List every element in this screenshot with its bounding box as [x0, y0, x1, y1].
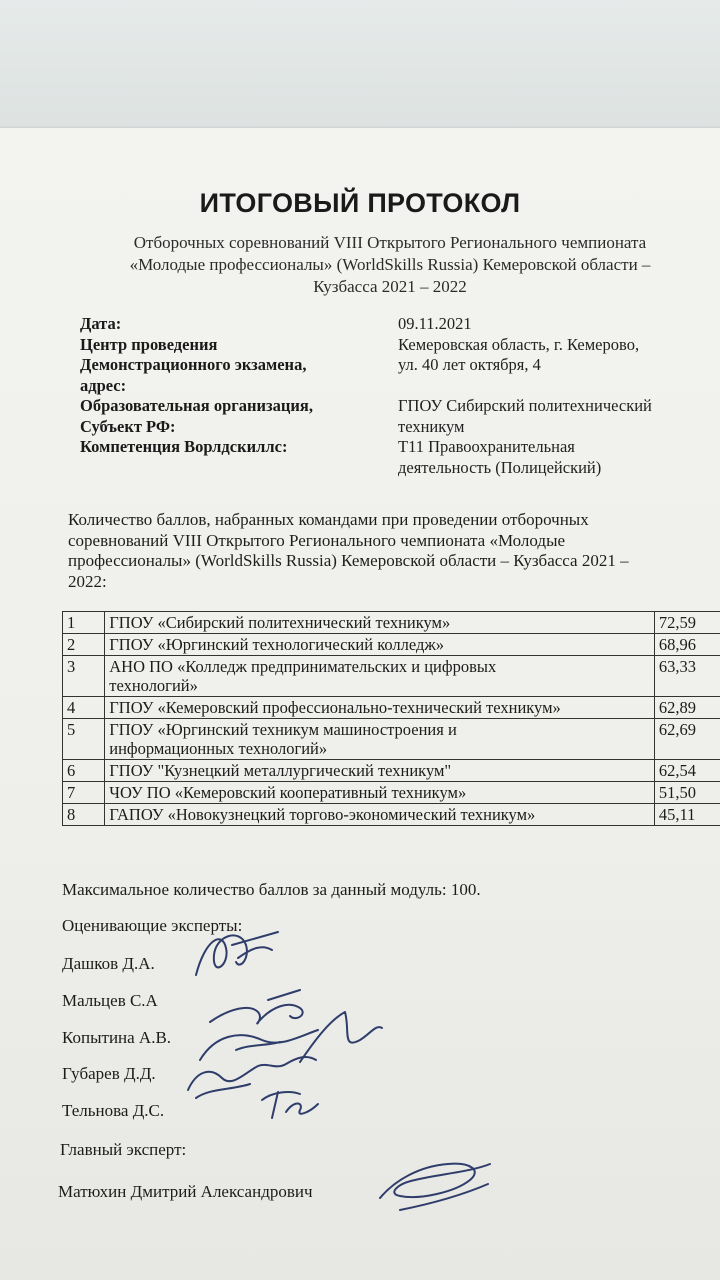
info-value — [398, 335, 698, 397]
chief-expert-label: Главный эксперт: — [60, 1140, 187, 1159]
team-name-line: ГАПОУ «Новокузнецкий торгово-экономический техникум» — [109, 805, 536, 824]
team-name-line: ГПОУ «Сибирский политехнический техникум» — [109, 613, 451, 632]
team-cell — [105, 804, 655, 826]
value-line: Кемеровская область, г. Кемерово, — [398, 334, 640, 354]
rank-cell: 7 — [63, 782, 105, 804]
table-row — [63, 697, 720, 719]
label-line: адрес: — [80, 375, 127, 395]
expert-name: Мальцев С.А — [62, 991, 158, 1010]
info-row-organization — [80, 396, 700, 437]
team-cell — [105, 782, 655, 804]
team-name-line: ЧОУ ПО «Кемеровский кооперативный техникум» — [109, 783, 467, 802]
team-name-line: ГПОУ «Кемеровский профессионально-технический техникум» — [109, 698, 561, 717]
experts-label: Оценивающие эксперты: — [62, 916, 243, 935]
expert-name: Губарев Д.Д. — [62, 1064, 156, 1083]
results-table — [62, 611, 720, 826]
rank-cell: 4 — [63, 697, 105, 719]
info-value — [398, 437, 698, 478]
team-name-line: информационных технологий» — [109, 739, 328, 758]
rank-cell: 1 — [63, 612, 105, 634]
info-row-competence — [80, 437, 700, 478]
info-label — [80, 396, 398, 437]
paragraph-line: 2022: — [68, 571, 107, 591]
rank-cell: 6 — [63, 760, 105, 782]
team-name-line: ГПОУ "Кузнецкий металлургический техникум" — [109, 761, 452, 780]
team-name-line: ГПОУ «Юргинский технологический колледж» — [109, 635, 445, 654]
info-label — [80, 335, 398, 397]
score-cell: 63,33 — [654, 656, 720, 697]
subtitle-line: Кузбасса 2021 – 2022 — [313, 277, 467, 296]
label-line: Компетенция Ворлдскиллс: — [80, 437, 288, 456]
team-cell — [105, 656, 655, 697]
table-row — [63, 782, 720, 804]
paragraph-line: профессионалы» (WorldSkills Russia) Кемеровской области – Кузбасса 2021 – — [68, 551, 629, 570]
info-label — [80, 437, 398, 478]
label-line: Образовательная организация, — [80, 396, 313, 415]
value-line: Т11 Правоохранительная — [398, 437, 575, 456]
rank-cell: 5 — [63, 719, 105, 760]
info-label — [80, 314, 398, 335]
document-subtitle — [90, 232, 690, 298]
info-block — [80, 314, 700, 478]
paragraph-line: Количество баллов, набранных командами при проведении отборочных — [68, 510, 589, 529]
value-line: ул. 40 лет октября, 4 — [398, 355, 541, 374]
intro-paragraph — [68, 510, 716, 592]
label-line: Дата: — [80, 314, 122, 333]
rank-cell: 2 — [63, 634, 105, 656]
team-name-line: технологий» — [109, 676, 198, 695]
value-line: техникум — [398, 416, 465, 436]
team-cell — [105, 719, 655, 760]
table-row — [63, 760, 720, 782]
value-line: деятельность (Полицейский) — [398, 457, 602, 477]
subtitle-line: Отборочных соревнований VIII Открытого Регионального чемпионата — [133, 233, 647, 252]
label-line: Субъект РФ: — [80, 416, 176, 436]
info-row-center — [80, 335, 700, 397]
team-cell — [105, 697, 655, 719]
chief-expert-name: Матюхин Дмитрий Александрович — [58, 1182, 313, 1201]
rank-cell: 3 — [63, 656, 105, 697]
team-cell — [105, 612, 655, 634]
score-cell: 62,54 — [654, 760, 720, 782]
info-value — [398, 396, 698, 437]
table-row — [63, 719, 720, 760]
info-row-date — [80, 314, 700, 335]
expert-name: Тельнова Д.С. — [62, 1101, 165, 1120]
paragraph-line: соревнований VIII Открытого Регионального чемпионата «Молодые — [68, 530, 566, 550]
score-cell: 51,50 — [654, 782, 720, 804]
info-value — [398, 314, 698, 335]
score-cell: 45,11 — [654, 804, 720, 826]
rank-cell: 8 — [63, 804, 105, 826]
label-line: Демонстрационного экзамена, — [80, 355, 307, 374]
value-line: 09.11.2021 — [398, 314, 472, 333]
document-title: ИТОГОВЫЙ ПРОТОКОЛ — [199, 188, 521, 218]
expert-name: Дашков Д.А. — [62, 954, 155, 973]
score-cell: 72,59 — [654, 612, 720, 634]
score-cell: 62,69 — [654, 719, 720, 760]
table-row — [63, 612, 720, 634]
label-line: Центр проведения — [80, 334, 218, 354]
table-row — [63, 656, 720, 697]
table-row — [63, 804, 720, 826]
team-name-line: ГПОУ «Юргинский техникум машиностроения и — [109, 720, 457, 739]
expert-name: Копытина А.В. — [62, 1028, 172, 1047]
value-line: ГПОУ Сибирский политехнический — [398, 396, 652, 415]
subtitle-line: «Молодые профессионалы» (WorldSkills Russia) Кемеровской области – — [129, 255, 651, 274]
team-cell — [105, 634, 655, 656]
team-cell — [105, 760, 655, 782]
background-wall — [0, 0, 720, 132]
score-cell: 68,96 — [654, 634, 720, 656]
table-row — [63, 634, 720, 656]
team-name-line: АНО ПО «Колледж предпринимательских и цифровых — [109, 657, 497, 676]
max-score-text: Максимальное количество баллов за данный модуль: 100. — [62, 880, 481, 899]
score-cell: 62,89 — [654, 697, 720, 719]
